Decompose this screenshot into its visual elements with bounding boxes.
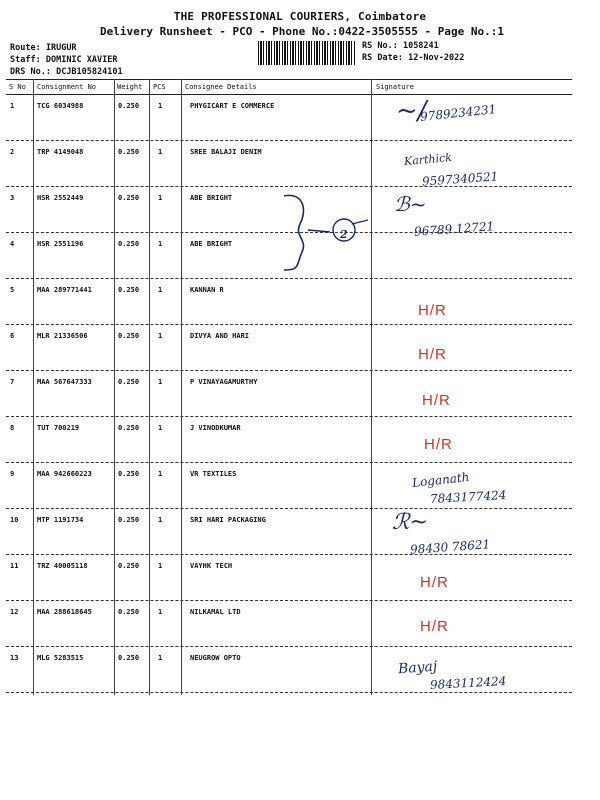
column-divider bbox=[181, 79, 182, 695]
row-weight: 0.250 bbox=[118, 286, 140, 294]
row-consignment-no: TUT 700219 bbox=[37, 424, 80, 432]
row-sno: 7 bbox=[10, 378, 15, 386]
row-weight: 0.250 bbox=[118, 102, 140, 110]
handwritten-hr-mark: H/R bbox=[418, 302, 447, 319]
row-separator bbox=[6, 186, 572, 187]
table-header-rule bbox=[6, 94, 572, 95]
row-sno: 5 bbox=[10, 286, 15, 294]
row-separator bbox=[6, 324, 572, 325]
col-header-signature: Signature bbox=[376, 83, 414, 91]
handwritten-hr-mark: H/R bbox=[422, 392, 451, 409]
row-weight: 0.250 bbox=[118, 332, 140, 340]
bracket-scribble bbox=[278, 190, 378, 280]
row-consignment-no: TRP 4149048 bbox=[37, 148, 84, 156]
row-pcs: 1 bbox=[158, 240, 163, 248]
row-weight: 0.250 bbox=[118, 516, 140, 524]
row-weight: 0.250 bbox=[118, 608, 140, 616]
row-separator bbox=[6, 370, 572, 371]
row-consignee: P VINAYAGAMURTHY bbox=[190, 378, 258, 386]
col-header-consignee: Consignee Details bbox=[185, 83, 257, 91]
row-weight: 0.250 bbox=[118, 470, 140, 478]
staff-value: DOMINIC XAVIER bbox=[45, 55, 118, 65]
row-consignee: NILKAMAL LTD bbox=[190, 608, 241, 616]
row-sno: 13 bbox=[10, 654, 19, 662]
row-consignee: DIVYA AND HARI bbox=[190, 332, 250, 340]
row-separator bbox=[6, 140, 572, 141]
rs-date-value: 12-Nov-2022 bbox=[408, 53, 465, 63]
runsheet-title: THE PROFESSIONAL COURIERS, Coimbatore bbox=[173, 10, 427, 23]
handwritten-phone: 9789234231 bbox=[419, 102, 497, 124]
row-pcs: 1 bbox=[158, 286, 163, 294]
row-consignee: PHYGICART E COMMERCE bbox=[190, 102, 275, 110]
handwritten-hr-mark: H/R bbox=[424, 436, 453, 453]
row-sno: 10 bbox=[10, 516, 19, 524]
handwritten-phone: 98430 78621 bbox=[409, 537, 491, 557]
row-consignee: SREE BALAJI DENIM bbox=[190, 148, 262, 156]
row-sno: 8 bbox=[10, 424, 15, 432]
row-separator bbox=[6, 600, 572, 601]
row-consignee: J VINODKUMAR bbox=[190, 424, 241, 432]
route-label: Route: bbox=[10, 43, 41, 53]
handwritten-name: Bayaj bbox=[397, 658, 438, 678]
row-weight: 0.250 bbox=[118, 654, 140, 662]
column-divider bbox=[371, 79, 372, 695]
row-consignment-no: MAA 289771441 bbox=[37, 286, 92, 294]
col-header-sno: S No bbox=[9, 83, 26, 91]
drs-line bbox=[10, 67, 123, 77]
runsheet-subtitle: Delivery Runsheet - PCO - Phone No.:0422-3505555 - Page No.:1 bbox=[100, 25, 504, 38]
row-sno: 12 bbox=[10, 608, 19, 616]
col-header-pcs: PCS bbox=[153, 83, 166, 91]
row-consignee: ABE BRIGHT bbox=[190, 240, 233, 248]
row-pcs: 1 bbox=[158, 194, 163, 202]
handwritten-name: Loganath bbox=[411, 470, 471, 490]
row-consignment-no: MLR 21336506 bbox=[37, 332, 88, 340]
row-consignee: VAYHK TECH bbox=[190, 562, 233, 570]
signature-scrawl: ~/ bbox=[396, 96, 427, 126]
row-consignment-no: MTP 1191734 bbox=[37, 516, 84, 524]
row-consignment-no: MAA 288618645 bbox=[37, 608, 92, 616]
row-pcs: 1 bbox=[158, 148, 163, 156]
row-separator bbox=[6, 646, 572, 647]
handwritten-phone: 9843112424 bbox=[429, 674, 507, 692]
staff-line bbox=[10, 55, 118, 65]
rs-number-value: 1058241 bbox=[402, 41, 439, 51]
row-consignment-no: HSR 2551196 bbox=[37, 240, 84, 248]
handwritten-phone: 7843177424 bbox=[429, 488, 507, 506]
barcode-image bbox=[258, 41, 356, 65]
row-consignee: NEUGROW OPTO bbox=[190, 654, 241, 662]
row-pcs: 1 bbox=[158, 562, 163, 570]
row-consignee: KANNAN R bbox=[190, 286, 224, 294]
handwritten-phone: 9597340521 bbox=[421, 169, 499, 189]
row-pcs: 1 bbox=[158, 424, 163, 432]
row-weight: 0.250 bbox=[118, 240, 140, 248]
row-consignment-no: MAA 942660223 bbox=[37, 470, 92, 478]
row-pcs: 1 bbox=[158, 654, 163, 662]
row-separator bbox=[6, 692, 572, 693]
handwritten-hr-mark: H/R bbox=[418, 346, 447, 363]
col-header-consignment: Consignment No bbox=[37, 83, 97, 91]
col-header-weight: Weight bbox=[117, 83, 143, 91]
row-consignment-no: MAA 567647333 bbox=[37, 378, 92, 386]
signature-scrawl: ℛ~ bbox=[392, 510, 428, 535]
drs-value: DCJB105824101 bbox=[56, 67, 123, 77]
row-pcs: 1 bbox=[158, 470, 163, 478]
column-divider bbox=[149, 79, 150, 695]
row-consignment-no: HSR 2552449 bbox=[37, 194, 84, 202]
handwritten-name: Karthick bbox=[403, 150, 453, 169]
route-line bbox=[10, 43, 77, 53]
row-pcs: 1 bbox=[158, 378, 163, 386]
drs-label: DRS No.: bbox=[10, 67, 51, 77]
row-pcs: 1 bbox=[158, 332, 163, 340]
row-weight: 0.250 bbox=[118, 194, 140, 202]
row-pcs: 1 bbox=[158, 516, 163, 524]
circled-count: 2 bbox=[340, 228, 348, 241]
row-sno: 1 bbox=[10, 102, 15, 110]
row-consignee: SRI HARI PACKAGING bbox=[190, 516, 266, 524]
row-consignment-no: TCG 6034988 bbox=[37, 102, 84, 110]
row-pcs: 1 bbox=[158, 102, 163, 110]
row-pcs: 1 bbox=[158, 608, 163, 616]
row-consignment-no: TRZ 40005118 bbox=[37, 562, 88, 570]
row-separator bbox=[6, 416, 572, 417]
row-weight: 0.250 bbox=[118, 562, 140, 570]
row-weight: 0.250 bbox=[118, 378, 140, 386]
handwritten-hr-mark: H/R bbox=[420, 574, 449, 591]
row-consignee: ABE BRIGHT bbox=[190, 194, 233, 202]
route-value: IRUGUR bbox=[45, 43, 77, 53]
row-sno: 9 bbox=[10, 470, 15, 478]
row-consignee: VR TEXTILES bbox=[190, 470, 237, 478]
table-top-rule bbox=[6, 79, 572, 80]
rs-number-label: RS No.: bbox=[362, 41, 398, 51]
row-consignment-no: MLG 5283515 bbox=[37, 654, 84, 662]
handwritten-hr-mark: H/R bbox=[420, 618, 449, 635]
column-divider bbox=[33, 79, 34, 695]
signature-scrawl: ℬ~ bbox=[394, 192, 427, 216]
row-separator bbox=[6, 462, 572, 463]
rs-date-label: RS Date: bbox=[362, 53, 403, 63]
row-sno: 6 bbox=[10, 332, 15, 340]
row-sno: 11 bbox=[10, 562, 19, 570]
column-divider bbox=[114, 79, 115, 695]
handwritten-phone: 96789.12721 bbox=[413, 219, 495, 239]
row-weight: 0.250 bbox=[118, 424, 140, 432]
rs-number-line bbox=[362, 41, 439, 51]
row-weight: 0.250 bbox=[118, 148, 140, 156]
rs-date-line bbox=[362, 53, 464, 63]
row-sno: 4 bbox=[10, 240, 15, 248]
row-sno: 2 bbox=[10, 148, 15, 156]
row-sno: 3 bbox=[10, 194, 15, 202]
row-separator bbox=[6, 508, 572, 509]
staff-label: Staff: bbox=[10, 55, 41, 65]
row-separator bbox=[6, 554, 572, 555]
